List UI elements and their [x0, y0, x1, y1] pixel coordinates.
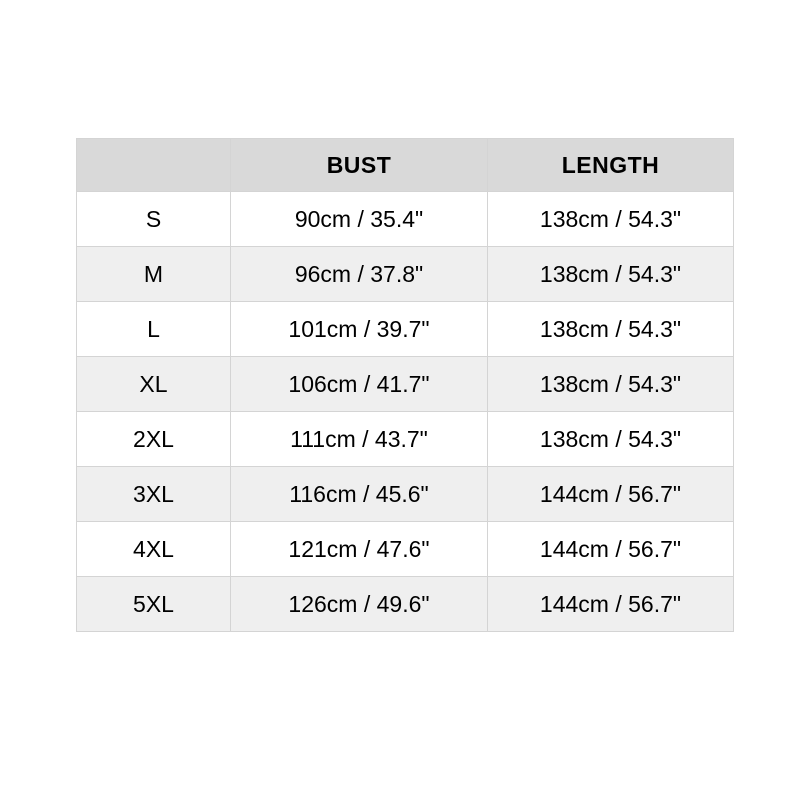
- length-cell: 144cm / 56.7": [488, 522, 734, 577]
- length-cell: 144cm / 56.7": [488, 577, 734, 632]
- length-cell: 138cm / 54.3": [488, 302, 734, 357]
- length-cell: 138cm / 54.3": [488, 357, 734, 412]
- bust-cell: 126cm / 49.6": [231, 577, 488, 632]
- size-cell: 3XL: [77, 467, 231, 522]
- bust-cell: 101cm / 39.7": [231, 302, 488, 357]
- size-cell: 5XL: [77, 577, 231, 632]
- table-row: [77, 247, 734, 302]
- table-row: [77, 577, 734, 632]
- size-cell: L: [77, 302, 231, 357]
- length-cell: 138cm / 54.3": [488, 412, 734, 467]
- table-row: [77, 192, 734, 247]
- column-header-bust: BUST: [231, 139, 488, 192]
- column-header-size: [77, 139, 231, 192]
- length-cell: 138cm / 54.3": [488, 192, 734, 247]
- size-cell: 2XL: [77, 412, 231, 467]
- table-row: [77, 412, 734, 467]
- size-chart: [76, 138, 734, 632]
- table-row: [77, 522, 734, 577]
- bust-cell: 121cm / 47.6": [231, 522, 488, 577]
- size-cell: M: [77, 247, 231, 302]
- length-cell: 138cm / 54.3": [488, 247, 734, 302]
- bust-cell: 106cm / 41.7": [231, 357, 488, 412]
- bust-cell: 90cm / 35.4": [231, 192, 488, 247]
- header-row: [77, 139, 734, 192]
- table-row: [77, 302, 734, 357]
- column-header-length: LENGTH: [488, 139, 734, 192]
- length-cell: 144cm / 56.7": [488, 467, 734, 522]
- size-cell: 4XL: [77, 522, 231, 577]
- table-row: [77, 467, 734, 522]
- size-cell: S: [77, 192, 231, 247]
- bust-cell: 116cm / 45.6": [231, 467, 488, 522]
- size-cell: XL: [77, 357, 231, 412]
- size-chart-table: [76, 138, 734, 632]
- bust-cell: 96cm / 37.8": [231, 247, 488, 302]
- bust-cell: 111cm / 43.7": [231, 412, 488, 467]
- table-row: [77, 357, 734, 412]
